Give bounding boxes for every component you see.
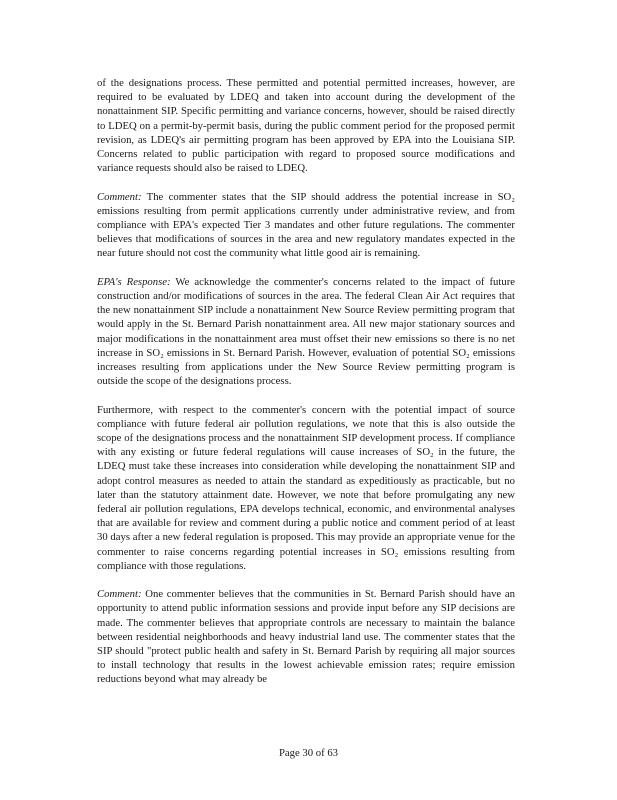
paragraph-text: Furthermore, with respect to the commenter's concern with the potential impact of source compliance with future federal air pollution regulations, we note that this is also outside the scope of the designations process and the nonattainment SIP development process. If compliance with any existing or future federal regulations will cause increases of SO₂ in the future, the LDEQ must take these increases into consideration while developing the nonattainment SIP and adopt control measures as needed to attain the standard as expeditiously as practicable, but no later than the statutory attainment date. However, we note that before promulgating any new federal air pollution regulations, EPA develops technical, economic, and environmental analyses that are available for review and comment during a public notice and comment period of at least 30 days after a new federal regulation is proposed. This may provide an appropriate venue for the commenter to raise concerns regarding potential increases in SO₂ emissions resulting from compliance with those regulations. xyxy=(97,403,515,572)
paragraph-text: The commenter states that the SIP should address the potential increase in SO₂ emissions resulting from permit applications currently under administrative review, and from compliance with EPA's expected Tier 3 mandates and other future regulations. The commenter believes that modifications of sources in the area and new regulatory mandates expected in the near future should not cost the community what little good air is remaining. xyxy=(97,190,515,260)
paragraph-text: of the designations process. These permitted and potential permitted increases, however, are required to be evaluated by LDEQ and taken into account during the development of the nonattainment SIP. Specific permitting and variance concerns, however, should be raised directly to LDEQ on a permit-by-permit basis, during the public comment period for the proposed permit revision, as LDEQ's air permitting program has been approved by EPA into the Louisiana SIP. Concerns related to public participation with regard to proposed source modifications and variance requests should also be raised to LDEQ. xyxy=(97,77,515,175)
page-number: Page 30 of 63 xyxy=(278,747,339,759)
paragraph-response xyxy=(97,275,515,389)
paragraph-text: We acknowledge the commenter's concerns related to the impact of future construction and/or modifications of sources in the area. The federal Clean Air Act requires that the new nonattainment SIP include a nonattainment New Source Review permitting program that would apply in the St. Bernard Parish nonattainment area. All new major stationary sources and major modifications in the nonattainment area must offset their new emissions so there is no net increase in SO₂ emissions in St. Bernard Parish. However, evaluation of potential SO₂ emissions increases resulting from applications under the New Source Review permitting program is outside the scope of the designations process. xyxy=(97,275,515,388)
paragraph-text: One commenter believes that the communities in St. Bernard Parish should have an opportunity to attend public information sessions and provide input before any SIP decisions are made. The commenter believes that appropriate controls are necessary to maintain the balance between residential neighborhoods and heavy industrial land use. The commenter states that the SIP should "protect public health and safety in St. Bernard Parish by requiring all major sources to install technology that results in the lowest achievable emission rates; require emission reductions beyond what may already be xyxy=(97,588,515,686)
body-text xyxy=(97,76,515,701)
paragraph-comment xyxy=(97,190,515,261)
paragraph-furthermore xyxy=(97,403,515,573)
paragraph-comment xyxy=(97,587,515,686)
paragraph-label: Comment: xyxy=(97,588,142,601)
paragraph-label: Comment: xyxy=(97,190,142,203)
paragraph-label: EPA's Response: xyxy=(97,275,171,288)
paragraph-continuation xyxy=(97,76,515,175)
